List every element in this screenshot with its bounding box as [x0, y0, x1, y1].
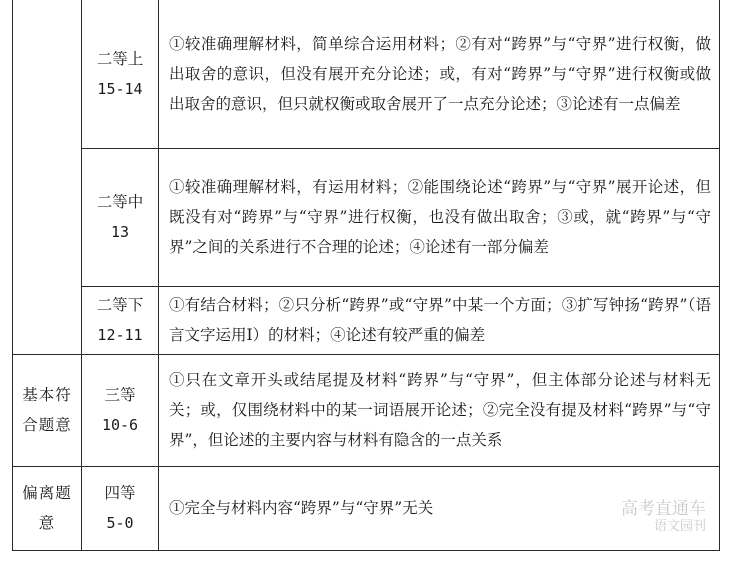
grade-score: 10-6 [101, 416, 139, 434]
grade-label: 二等上 [96, 49, 144, 68]
grade-score: 13 [110, 223, 130, 241]
grade-label: 三等 [104, 386, 136, 404]
grading-rubric-table [12, 0, 720, 551]
category-cell: 基本符合题意 [13, 354, 82, 466]
watermark-line1: 高考直通车 [621, 499, 706, 519]
grade-label: 二等中 [96, 193, 144, 211]
category-cell-top [13, 0, 82, 354]
grade-score: 5-0 [106, 514, 134, 532]
grade-label: 四等 [104, 484, 136, 502]
table-row [13, 148, 720, 286]
table-row [13, 0, 720, 148]
grade-cell [82, 466, 159, 550]
criteria-cell: ①较准确理解材料，简单综合运用材料；②有对“跨界”与“守界”进行权衡，做出取舍的意识，但没有展开充分论述；或，有对“跨界”与“守界”进行权衡或做出取舍的意识，但只就权衡或取舍展开了一点充分论述；③论述有一点偏差 [159, 0, 720, 148]
criteria-cell: ①完全与材料内容“跨界”与“守界”无关 [159, 466, 720, 550]
criteria-cell: ①只在文章开头或结尾提及材料“跨界”与“守界”，但主体部分论述与材料无关；或，仅围绕材料中的某一词语展开论述；②完全没有提及材料“跨界”与“守界”，但论述的主要内容与材料有隐含的一点关系 [159, 354, 720, 466]
watermark-line2: 语文园刊 [653, 519, 706, 534]
category-cell: 偏离题意 [13, 466, 82, 550]
grade-label: 二等下 [96, 296, 144, 314]
table-row [13, 286, 720, 354]
grade-score: 15-14 [97, 79, 143, 98]
criteria-cell: ①有结合材料；②只分析“跨界”或“守界”中某一个方面；③扩写钟扬“跨界”（语言文字运用Ⅰ）的材料；④论述有较严重的偏差 [159, 286, 720, 354]
table-row [13, 466, 720, 550]
grade-cell [82, 286, 159, 354]
grade-cell [82, 148, 159, 286]
grade-cell [82, 354, 159, 466]
criteria-cell: ①较准确理解材料，有运用材料；②能围绕论述“跨界”与“守界”展开论述，但既没有对“跨界”与“守界”进行权衡，也没有做出取舍；③或，就“跨界”与“守界”之间的关系进行不合理的论述；④论述有一部分偏差 [159, 148, 720, 286]
table-row [13, 354, 720, 466]
grade-score: 12-11 [97, 326, 143, 344]
grade-cell [82, 0, 159, 148]
